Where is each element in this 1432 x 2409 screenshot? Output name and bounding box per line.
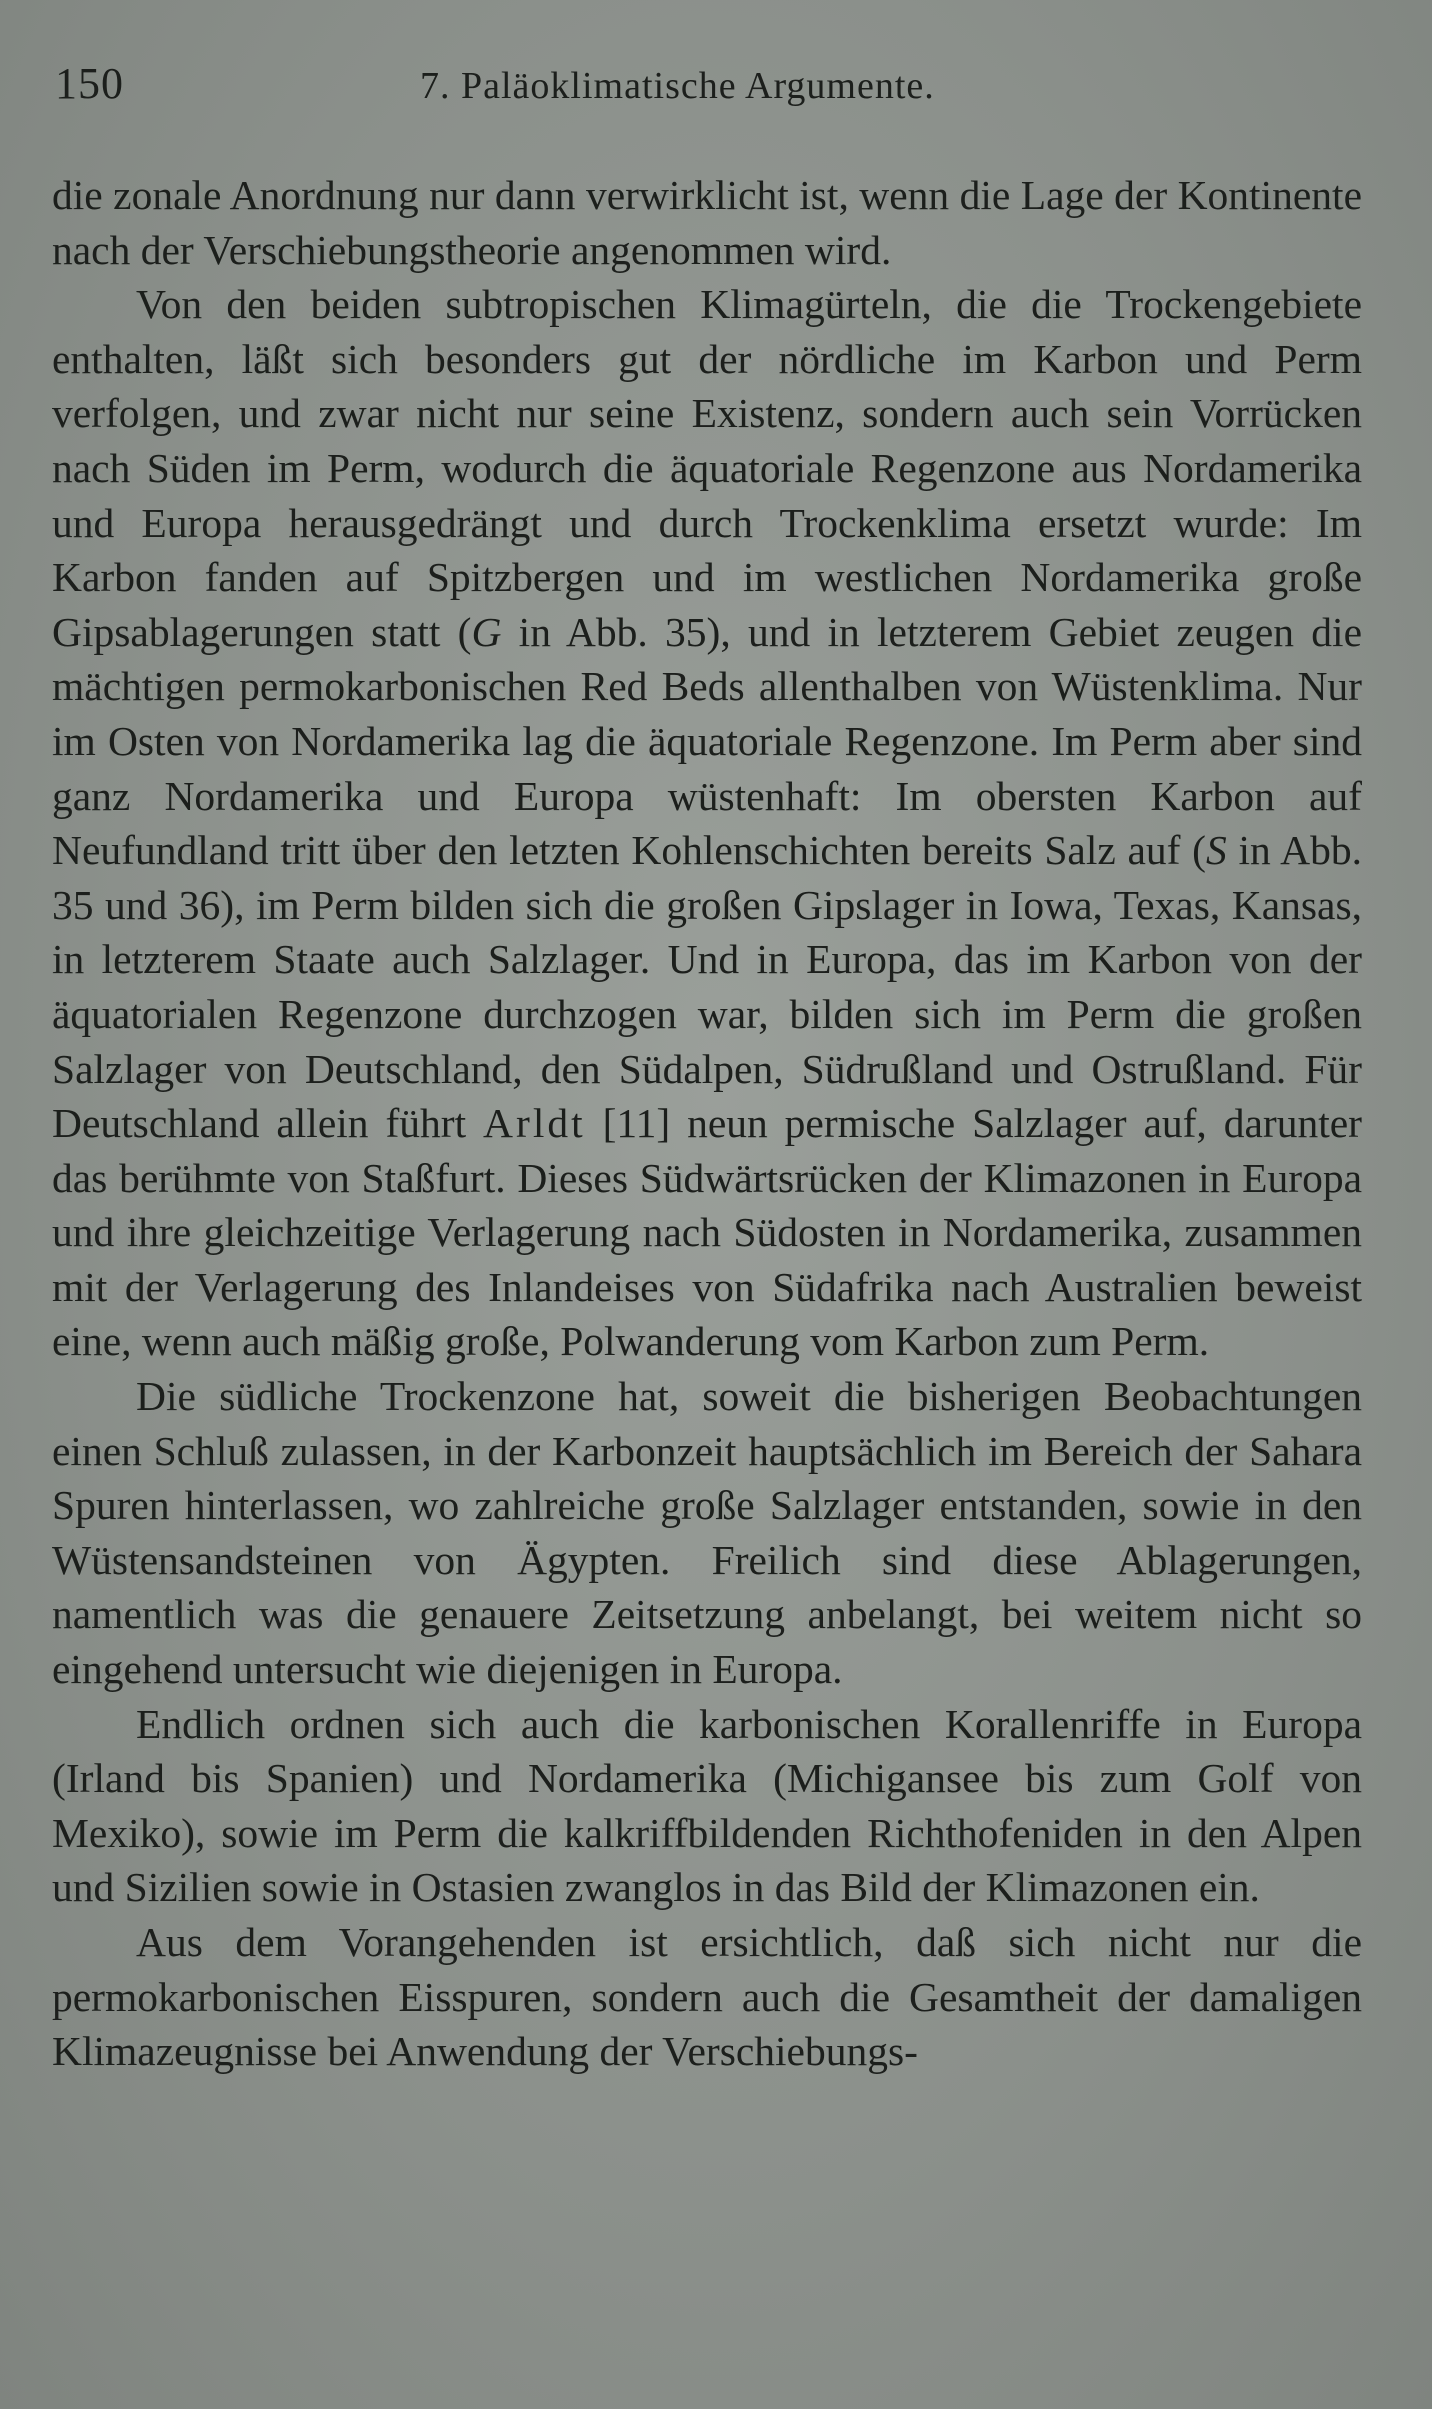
paragraph-3: Die südliche Trockenzone hat, soweit die bisherigen Beobachtungen einen Schluß zulassen, in der Karbonzeit hauptsächlich im Bereich der Sahara Spuren hinterlassen, wo zahlreiche große Salzlager entstanden, sowie in den Wüstensandsteinen von Ägypten. Freilich sind diese Ablagerungen, namentlich was die genauere Zeitsetzung anbelangt, bei weitem nicht so eingehend untersucht wie diejenigen in Europa.: [52, 1373, 1362, 1693]
paragraph-4: Endlich ordnen sich auch die karbonischen Korallenriffe in Europa (Irland bis Spanien) und Nordamerika (Michigansee bis zum Golf von Mexiko), sowie im Perm die kalkriffbildenden Richthofeniden in den Alpen und Sizilien sowie in Ostasien zwanglos in das Bild der Klimazonen ein.: [52, 1700, 1362, 1911]
paragraph-2: [52, 277, 1362, 1369]
page-number: 150: [55, 59, 124, 108]
symbol-s: S: [1206, 827, 1227, 874]
paragraph-1: die zonale Anordnung nur dann verwirklicht ist, wenn die Lage der Kontinente nach der Verschiebungstheorie angenommen wird.: [52, 172, 1362, 273]
body-text: [52, 168, 1362, 2079]
paragraph-2-part-c: in Abb. 35 und 36), im Perm bilden sich die großen Gipslager in Iowa, Texas, Kansas, in letzterem Staate auch Salzlager. Und in Europa, das im Karbon von der äquatorialen Regenzone durchzogen war, bilden sich im Perm die großen Salzlager von Deutschland, den Südalpen, Südrußland und Ostrußland. Für Deutschland allein führt: [52, 827, 1363, 1147]
symbol-g: G: [471, 608, 502, 655]
running-title: 7. Paläoklimatische Argumente.: [420, 65, 935, 107]
paragraph-2-part-d: [11] neun permische Salzlager auf, darunter das berühmte von Staßfurt. Dieses Südwärtsrücken der Klimazonen in Europa und ihre gleichzeitige Verlagerung nach Südosten in Nordamerika, zusammen mit der Verlagerung des Inlandeises von Südafrika nach Australien beweist eine, wenn auch mäßig große, Polwanderung vom Karbon zum Perm.: [52, 1100, 1362, 1365]
paragraph-5: Aus dem Vorangehenden ist ersichtlich, daß sich nicht nur die permokarbonischen Eisspuren, sondern auch die Gesamtheit der damaligen Klimazeugnisse bei Anwendung der Verschiebungs-: [52, 1919, 1362, 2075]
page-header: [55, 58, 1365, 118]
author-arldt: Arldt: [483, 1100, 586, 1147]
paragraph-2-part-b: in Abb. 35), und in letzterem Gebiet zeugen die mächtigen permokarbonischen Red Beds allenthalben von Wüstenklima. Nur im Osten von Nordamerika lag die äquatoriale Regenzone. Im Perm aber sind ganz Nordamerika und Europa wüstenhaft: Im obersten Karbon auf Neufundland tritt über den letzten Kohlenschichten bereits Salz auf (: [52, 608, 1362, 874]
paragraph-2-part-a: Von den beiden subtropischen Klimagürteln, die die Trockengebiete enthalten, läßt sich besonders gut der nördliche im Karbon und Perm verfolgen, und zwar nicht nur seine Existenz, sondern auch sein Vorrücken nach Süden im Perm, wodurch die äquatoriale Regenzone aus Nordamerika und Europa herausgedrängt und durch Trockenklima ersetzt wurde: Im Karbon fanden auf Spitzbergen und im westlichen Nordamerika große Gipsablagerungen statt (: [52, 281, 1362, 655]
